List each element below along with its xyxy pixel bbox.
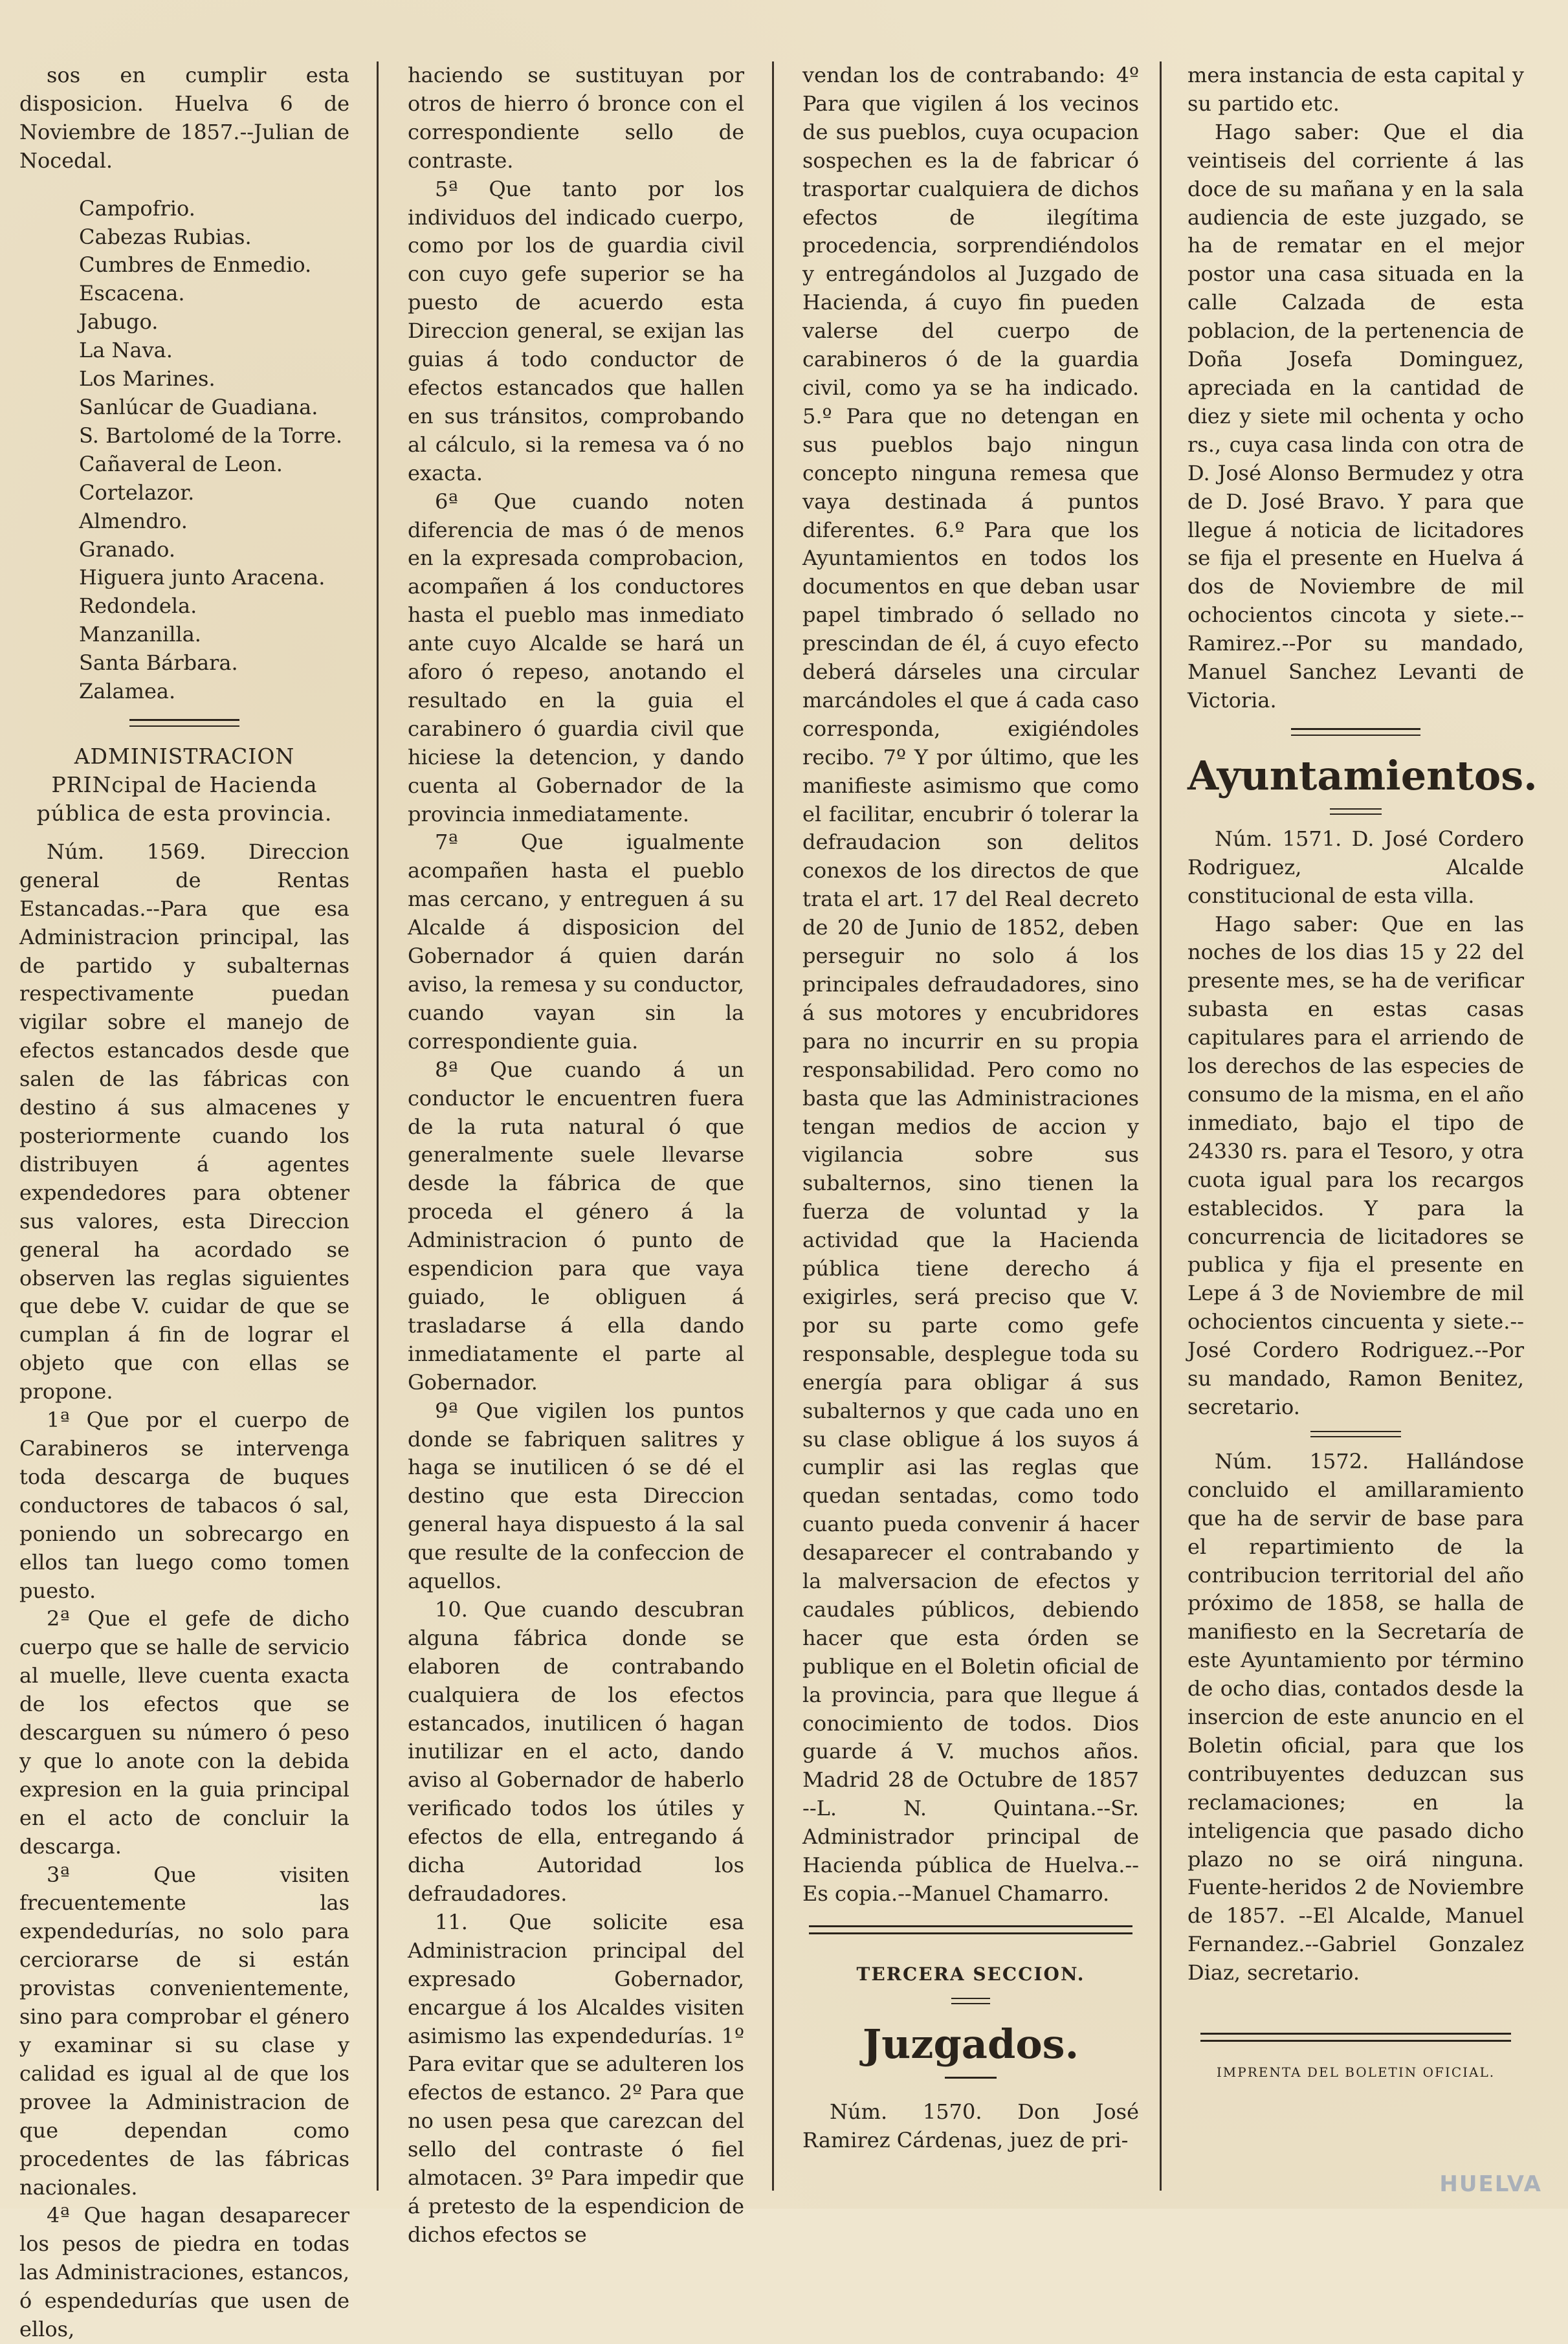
library-stamp: HUELVA (1439, 2171, 1542, 2197)
paragraph: Núm. 1571. D. José Cordero Rodriguez, Alcalde constitucional de esta villa. (1187, 826, 1524, 908)
section-label: TERCERA SECCION. (856, 1963, 1085, 1985)
paragraph: vendan los de contrabando: 4º Para que vigilen á los vecinos de sus pueblos, cuya ocupacion sospechen es la de fabricar ó trasportar cualquiera de dichos efectos de ilegítima procedencia, sorprendiéndolos y entregándolos al Juzgado de Hacienda, á cuyo fin pueden valerse del cuerpo de carabineros ó de la guardia civil, como ya se ha indicado. 5.º Para que no detengan en sus pueblos bajo ningun concepto ninguna remesa que vaya destinada á puntos diferentes. 6.º Para que los Ayuntamientos en todos los documentos en que deban usar papel timbrado ó sellado no prescindan de él, á cuyo efecto deberá dárseles una circular marcándoles el que á cada caso corresponda, exigiéndoles recibo. 7º Y por último, que les manifieste asimismo que como el facilitar, encubrir ó tolerar la defraudacion son delitos conexos de los directos de que trata el art. 17 del Real decreto de 20 de Junio de 1852, deben perseguir no solo á los principales defraudadores, sino á sus motores y encubridores para no incurrir en su propia responsabilidad. Pero como no basta que las Administraciones tengan medios de accion y vigilancia sobre sus subalternos, sino tienen la fuerza de voluntad y la actividad que la Hacienda pública tiene derecho á exigirles, será preciso que V. por su parte como gefe responsable, desplegue toda su energía para obligar á sus subalternos y que cada uno en su clase obligue á los suyos á cumplir asi las reglas que quedan sentadas, como todo cuanto pueda convenir á hacer desaparecer el contrabando y la malversacion de efectos y caudales públicos, debiendo hacer que esta órden se publique en el Boletin oficial de la provincia, para que llegue á conocimiento de todos. Dios guarde á V. muchos años. Madrid 28 de Octubre de 1857 --L. N. Quintana.--Sr. Administrador principal de Hacienda pública de Huelva.--Es copia.--Manuel Chamarro. (802, 63, 1139, 1906)
town: Cumbres de Enmedio. (79, 252, 312, 278)
separator (1291, 728, 1420, 736)
town: Campofrio. (79, 195, 195, 221)
town: Sanlúcar de Guadiana. (79, 394, 318, 419)
town: Manzanilla. (79, 622, 201, 647)
town: Zalamea. (79, 679, 176, 704)
separator (809, 1925, 1132, 1934)
paragraph: 4ª Que hagan desaparecer los pesos de piedra en todas las Administraciones, estancos, ó espendedurías que usen de ellos, (19, 2203, 349, 2342)
paragraph: 9ª Que vigilen los puntos donde se fabriquen salitres y haga se inutilicen ó se dé el destino que esta Direccion general haya dispuesto á la sal que resulte de la confeccion de aquellos. (408, 1398, 744, 1594)
town-list (79, 195, 349, 706)
column-4 (1187, 61, 1538, 2184)
town: S. Bartolomé de la Torre. (79, 423, 342, 448)
paragraph: mera instancia de esta capital y su partido etc. (1187, 63, 1524, 116)
column-rule (377, 61, 379, 2191)
paragraph: 3ª Que visiten frecuentemente las expendedurías, no solo para cerciorarse de si están provistas convenientemente, sino para comprobar el género y examinar si su clase y calidad es igual al de que los provee la Administracion de que dependan como procedentes de las fábricas nacionales. (19, 1862, 349, 2200)
town: Redondela. (79, 593, 197, 619)
town: Cortelazor. (79, 480, 195, 505)
section-heading: ADMINISTRACION PRINcipal de Hacienda pública de esta provincia. (36, 743, 333, 826)
town: La Nava. (79, 338, 173, 363)
column-2 (408, 61, 744, 2247)
separator (1310, 1431, 1401, 1437)
paragraph: 11. Que solicite esa Administracion principal del expresado Gobernador, encargue á los Alcaldes visiten asimismo las expendedurías. 1º Para evitar que se adulteren los efectos de estanco. 2º Para que no usen pesa que carezcan del sello del contraste ó fiel almotacen. 3º Para impedir que á pretesto de la espendicion de dichos efectos se (408, 1909, 744, 2247)
imprint: IMPRENTA DEL BOLETIN OFICIAL. (1216, 2064, 1496, 2081)
paragraph: 10. Que cuando descubran alguna fábrica donde se elaboren de contrabando cualquiera de los efectos estancados, inutilicen ó hagan inutilizar en el acto, dando aviso al Gobernador de haberlo verificado todos los útiles y efectos de ella, entregando á dicha Autoridad los defraudadores. (408, 1597, 744, 1906)
paragraph: 5ª Que tanto por los individuos del indicado cuerpo, como por los de guardia civil con cuyo gefe superior se ha puesto de acuerdo esta Direccion general, se exijan las guias á todo conductor de efectos estancados que hallen en sus tránsitos, comprobando al cálculo, si la remesa va ó no exacta. (408, 176, 744, 485)
section-title: Juzgados. (862, 2020, 1079, 2068)
column-rule (772, 61, 774, 2191)
paragraph: 2ª Que el gefe de dicho cuerpo que se halle de servicio al muelle, lleve cuenta exacta de los efectos que se descarguen su número ó peso y que lo anote con la debida expresion en la guia principal en el acto de concluir la descarga. (19, 1606, 349, 1859)
paragraph: Núm. 1570. Don José Ramirez Cárdenas, juez de pri- (802, 2099, 1139, 2152)
column-rule (1160, 61, 1162, 2191)
town: Higuera junto Aracena. (79, 565, 326, 590)
paragraph: 6ª Que cuando noten diferencia de mas ó de menos en la expresada comprobacion, acompañen á los conductores hasta el pueblo mas inmediato ante cuyo Alcalde se hará un aforo ó repeso, anotando el resultado en la guia el carabinero ó guardia civil que hiciese la detencion, y dando cuenta al Gobernador de la provincia inmediatamente. (408, 489, 744, 826)
paragraph: 1ª Que por el cuerpo de Carabineros se intervenga toda descarga de buques conductores de tabacos ó sal, poniendo un sobrecargo en ellos tan luego como tomen puesto. (19, 1408, 349, 1603)
paragraph: haciendo se sustituyan por otros de hierro ó bronce con el correspondiente sello de contraste. (408, 63, 744, 173)
paragraph: Núm. 1572. Hallándose concluido el amillaramiento que ha de servir de base para el repartimiento de la contribucion territorial del año próximo de 1858, se halla de manifiesto en la Secretaría de este Ayuntamiento por término de ocho dias, contados desde la insercion de este anuncio en el Boletin oficial, para que los contribuyentes deduzcan sus reclamaciones; en la inteligencia que pasado dicho plazo no se oirá ninguna. Fuente-heridos 2 de Noviembre de 1857. --El Alcalde, Manuel Fernandez.--Gabriel Gonzalez Diaz, secretario. (1187, 1448, 1524, 1985)
paragraph: 8ª Que cuando á un conductor le encuentren fuera de la ruta natural ó que generalmente suele llevarse desde la fábrica de que proceda el género á la Administracion ó punto de espendicion para que vaya guiado, le obliguen á trasladarse á ella dando inmediatamente el parte al Gobernador. (408, 1057, 744, 1395)
separator (129, 719, 239, 727)
separator (1200, 2033, 1511, 2042)
column-1 (19, 61, 349, 2342)
column-3 (802, 61, 1139, 2184)
paragraph: Núm. 1569. Direccion general de Rentas Estancadas.--Para que esa Administracion principal, las de partido y subalternas respectivamente puedan vigilar sobre el manejo de efectos estancados desde que salen de las fábricas con destino á sus almacenes y posteriormente cuando los distribuyen á agentes expendedores para obtener sus valores, esta Direccion general ha acordado se observen las reglas siguientes que debe V. cuidar de que se cumplan á fin de lograr el objeto que con ellas se propone. (19, 839, 349, 1404)
town: Santa Bárbara. (79, 650, 238, 676)
town: Almendro. (79, 508, 188, 533)
paragraph: Hago saber: Que el dia veintiseis del corriente á las doce de su mañana y en la sala audiencia de este juzgado, se ha de rematar en el mejor postor una casa situada en la calle Calzada de esta poblacion, de la pertenencia de Doña Josefa Dominguez, apreciada en la cantidad de diez y siete mil ochenta y ocho rs., cuya casa linda con otra de D. José Alonso Bermudez y otra de D. José Bravo. Y para que llegue á noticia de licitadores se fija el presente en Huelva á dos de Noviembre de mil ochocientos cincota y siete.--Ramirez.--Por su mandado, Manuel Sanchez Levanti de Victoria. (1187, 119, 1524, 713)
town: Jabugo. (79, 309, 159, 335)
closing-text: sos en cumplir esta disposicion. Huelva 6 de Noviembre de 1857.--Julian de Nocedal. (19, 63, 349, 173)
town: Escacena. (79, 281, 185, 306)
paragraph: 7ª Que igualmente acompañen hasta el pueblo mas cercano, y entreguen á su Alcalde á disposicion del Gobernador á quien darán aviso, la remesa y su conductor, cuando vayan sin la correspondiente guia. (408, 830, 744, 1054)
town: Granado. (79, 536, 175, 562)
town: Cañaveral de Leon. (79, 451, 283, 476)
separator (1330, 808, 1382, 815)
separator (945, 2077, 997, 2079)
town: Cabezas Rubias. (79, 224, 252, 249)
paragraph: Hago saber: Que en las noches de los dias 15 y 22 del presente mes, se ha de verificar subasta en estas casas capitulares para el arriendo de los derechos de las especies de consumo de la misma, en el año inmediato, bajo el tipo de 24330 rs. para el Tesoro, y otra cuota igual para los recargos establecidos. Y para la concurrencia de licitadores se publica y fija el presente en Lepe á 3 de Noviembre de mil ochocientos cincuenta y siete.--José Cordero Rodriguez.--Por su mandado, Ramon Benitez, secretario. (1187, 911, 1524, 1419)
section-title: Ayuntamientos. (1187, 751, 1538, 799)
town: Los Marines. (79, 366, 215, 392)
separator (951, 1998, 990, 2004)
